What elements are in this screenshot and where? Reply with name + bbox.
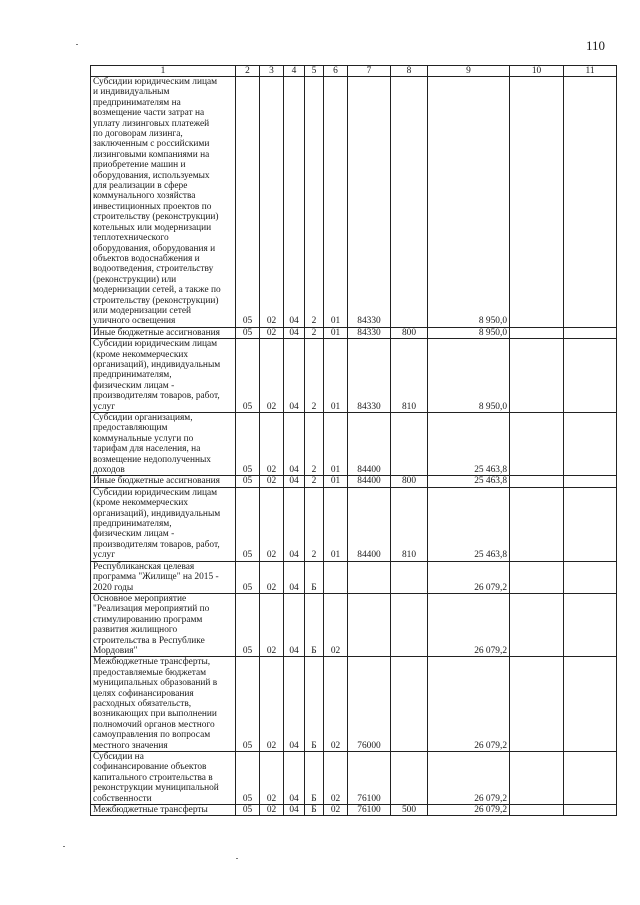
row-description: Иные бюджетные ассигнования (93, 327, 220, 338)
cell-col-11 (564, 752, 617, 805)
cell-col-4: 04 (284, 561, 305, 593)
cell-col-11 (564, 327, 617, 338)
cell-col-8: 800 (391, 327, 428, 338)
cell-col-3: 02 (260, 752, 284, 805)
cell-col-7: 76000 (348, 657, 391, 752)
table-row (91, 476, 617, 487)
cell-col-6: 02 (324, 593, 348, 656)
cell-col-9: 26 079,2 (428, 593, 510, 656)
scan-speck (63, 846, 65, 847)
cell-col-11 (564, 413, 617, 476)
cell-col-10 (510, 339, 564, 413)
cell-col-7: 84330 (348, 327, 391, 338)
cell-col-11 (564, 476, 617, 487)
cell-col-9: 25 463,8 (428, 476, 510, 487)
row-description: Субсидии на софинансирование объектов капитального строительства в реконструкции муниципальной собственности (93, 752, 219, 804)
column-header: 11 (564, 66, 617, 77)
row-description-cell (91, 339, 236, 413)
cell-col-9: 8 950,0 (428, 339, 510, 413)
cell-col-6: 02 (324, 752, 348, 805)
cell-col-3: 02 (260, 413, 284, 476)
cell-col-11 (564, 805, 617, 816)
cell-col-3: 02 (260, 476, 284, 487)
cell-col-3: 02 (260, 593, 284, 656)
cell-col-7: 84330 (348, 77, 391, 328)
cell-col-10 (510, 476, 564, 487)
cell-col-10 (510, 327, 564, 338)
cell-col-7 (348, 561, 391, 593)
row-description-cell (91, 327, 236, 338)
cell-col-8: 810 (391, 339, 428, 413)
cell-col-3: 02 (260, 805, 284, 816)
cell-col-4: 04 (284, 805, 305, 816)
cell-col-6: 01 (324, 487, 348, 561)
cell-col-10 (510, 561, 564, 593)
column-header: 6 (324, 66, 348, 77)
cell-col-10 (510, 805, 564, 816)
cell-col-8: 500 (391, 805, 428, 816)
cell-col-9: 26 079,2 (428, 805, 510, 816)
cell-col-8 (391, 593, 428, 656)
cell-col-5: Б (305, 561, 324, 593)
cell-col-4: 04 (284, 593, 305, 656)
cell-col-6 (324, 561, 348, 593)
column-header: 9 (428, 66, 510, 77)
cell-col-6: 01 (324, 413, 348, 476)
cell-col-8 (391, 77, 428, 328)
cell-col-7: 84330 (348, 339, 391, 413)
cell-col-2: 05 (236, 593, 260, 656)
row-description-cell (91, 561, 236, 593)
cell-col-6: 01 (324, 476, 348, 487)
row-description: Межбюджетные трансферты (93, 805, 208, 816)
cell-col-11 (564, 593, 617, 656)
cell-col-4: 04 (284, 657, 305, 752)
cell-col-4: 04 (284, 327, 305, 338)
table-row (91, 561, 617, 593)
row-description: Субсидии организациям, предоставляющим коммунальные услуги по тарифам для населения, на возмещение недополученных доходов (93, 413, 211, 476)
cell-col-10 (510, 657, 564, 752)
cell-col-2: 05 (236, 657, 260, 752)
cell-col-3: 02 (260, 487, 284, 561)
row-description-cell (91, 476, 236, 487)
column-header: 4 (284, 66, 305, 77)
cell-col-9: 26 079,2 (428, 752, 510, 805)
budget-table (90, 65, 617, 816)
cell-col-8 (391, 413, 428, 476)
cell-col-8: 800 (391, 476, 428, 487)
cell-col-8: 810 (391, 487, 428, 561)
table-row (91, 487, 617, 561)
cell-col-10 (510, 487, 564, 561)
cell-col-7: 76100 (348, 805, 391, 816)
cell-col-2: 05 (236, 487, 260, 561)
cell-col-9: 25 463,8 (428, 487, 510, 561)
row-description-cell (91, 752, 236, 805)
row-description: Субсидии юридическим лицам и индивидуальным предпринимателям на возмещение части затрат на уплату лизинговых платежей по договорам лизинга, заключенным с российскими лизинговыми компаниями на приобретение машин и оборудования, используемых для реализации в сфере коммунального хозяйства инвестиционных проектов по строительству (реконструкции) котельных или модернизации теплотехнического оборудования, оборудования и объектов водоснабжения и водоотведения, строительству (реконструкции) или модернизации сетей, а также по строительству (реконструкции) или модернизации сетей уличного освещения (93, 77, 221, 327)
cell-col-5: Б (305, 593, 324, 656)
cell-col-7: 76100 (348, 752, 391, 805)
column-header: 7 (348, 66, 391, 77)
cell-col-8 (391, 657, 428, 752)
table-row (91, 752, 617, 805)
cell-col-7: 84400 (348, 413, 391, 476)
cell-col-5: 2 (305, 339, 324, 413)
cell-col-5: Б (305, 805, 324, 816)
cell-col-2: 05 (236, 339, 260, 413)
column-header: 10 (510, 66, 564, 77)
cell-col-4: 04 (284, 339, 305, 413)
row-description-cell (91, 487, 236, 561)
cell-col-3: 02 (260, 561, 284, 593)
row-description: Межбюджетные трансферты, предоставляемые бюджетам муниципальных образований в целях софинансирования расходных обязательств, возникающих при выполнении полномочий органов местного самоуправления по вопросам местного значения (93, 657, 218, 751)
cell-col-7 (348, 593, 391, 656)
cell-col-5: 2 (305, 77, 324, 328)
cell-col-5: Б (305, 752, 324, 805)
cell-col-3: 02 (260, 327, 284, 338)
cell-col-8 (391, 752, 428, 805)
cell-col-3: 02 (260, 657, 284, 752)
cell-col-6: 01 (324, 77, 348, 328)
cell-col-5: 2 (305, 327, 324, 338)
row-description: Основное мероприятие "Реализация мероприятий по стимулированию программ развития жилищного строительства в Республике Мордовия" (93, 593, 210, 656)
scan-speck (76, 44, 78, 45)
row-description-cell (91, 77, 236, 328)
cell-col-11 (564, 657, 617, 752)
cell-col-9: 26 079,2 (428, 561, 510, 593)
table-row (91, 339, 617, 413)
cell-col-2: 05 (236, 476, 260, 487)
column-header: 2 (236, 66, 260, 77)
table-row (91, 593, 617, 656)
cell-col-4: 04 (284, 487, 305, 561)
cell-col-5: 2 (305, 476, 324, 487)
cell-col-9: 25 463,8 (428, 413, 510, 476)
cell-col-4: 04 (284, 752, 305, 805)
cell-col-10 (510, 413, 564, 476)
cell-col-2: 05 (236, 77, 260, 328)
scan-speck (236, 858, 238, 859)
cell-col-6: 01 (324, 327, 348, 338)
cell-col-6: 02 (324, 805, 348, 816)
cell-col-6: 01 (324, 339, 348, 413)
cell-col-3: 02 (260, 77, 284, 328)
cell-col-2: 05 (236, 413, 260, 476)
cell-col-11 (564, 77, 617, 328)
row-description: Иные бюджетные ассигнования (93, 476, 220, 487)
table-row (91, 413, 617, 476)
table-body (91, 77, 617, 816)
cell-col-4: 04 (284, 476, 305, 487)
row-description: Субсидии юридическим лицам (кроме некоммерческих организаций), индивидуальным предпринимателям, физическим лицам - производителям товаров, работ, услуг (93, 339, 221, 412)
cell-col-7: 84400 (348, 476, 391, 487)
row-description-cell (91, 657, 236, 752)
cell-col-9: 26 079,2 (428, 657, 510, 752)
cell-col-7: 84400 (348, 487, 391, 561)
cell-col-3: 02 (260, 339, 284, 413)
cell-col-2: 05 (236, 752, 260, 805)
cell-col-11 (564, 487, 617, 561)
cell-col-5: Б (305, 657, 324, 752)
cell-col-9: 8 950,0 (428, 327, 510, 338)
column-header: 5 (305, 66, 324, 77)
column-header: 1 (91, 66, 236, 77)
cell-col-10 (510, 593, 564, 656)
cell-col-2: 05 (236, 327, 260, 338)
cell-col-5: 2 (305, 413, 324, 476)
cell-col-6: 02 (324, 657, 348, 752)
cell-col-8 (391, 561, 428, 593)
row-description: Республиканская целевая программа "Жилище" на 2015 - 2020 годы (93, 561, 219, 593)
cell-col-10 (510, 77, 564, 328)
cell-col-10 (510, 752, 564, 805)
cell-col-2: 05 (236, 805, 260, 816)
cell-col-2: 05 (236, 561, 260, 593)
row-description-cell (91, 805, 236, 816)
table-row (91, 805, 617, 816)
row-description-cell (91, 413, 236, 476)
cell-col-5: 2 (305, 487, 324, 561)
header-row (91, 66, 617, 77)
cell-col-11 (564, 339, 617, 413)
table-row (91, 77, 617, 328)
column-header: 8 (391, 66, 428, 77)
table-row (91, 657, 617, 752)
page-number: 110 (586, 38, 606, 53)
cell-col-11 (564, 561, 617, 593)
row-description-cell (91, 593, 236, 656)
cell-col-9: 8 950,0 (428, 77, 510, 328)
table-row (91, 327, 617, 338)
column-header: 3 (260, 66, 284, 77)
cell-col-4: 04 (284, 413, 305, 476)
row-description: Субсидии юридическим лицам (кроме некоммерческих организаций), индивидуальным предпринимателям, физическим лицам - производителям товаров, работ, услуг (93, 487, 221, 561)
cell-col-4: 04 (284, 77, 305, 328)
